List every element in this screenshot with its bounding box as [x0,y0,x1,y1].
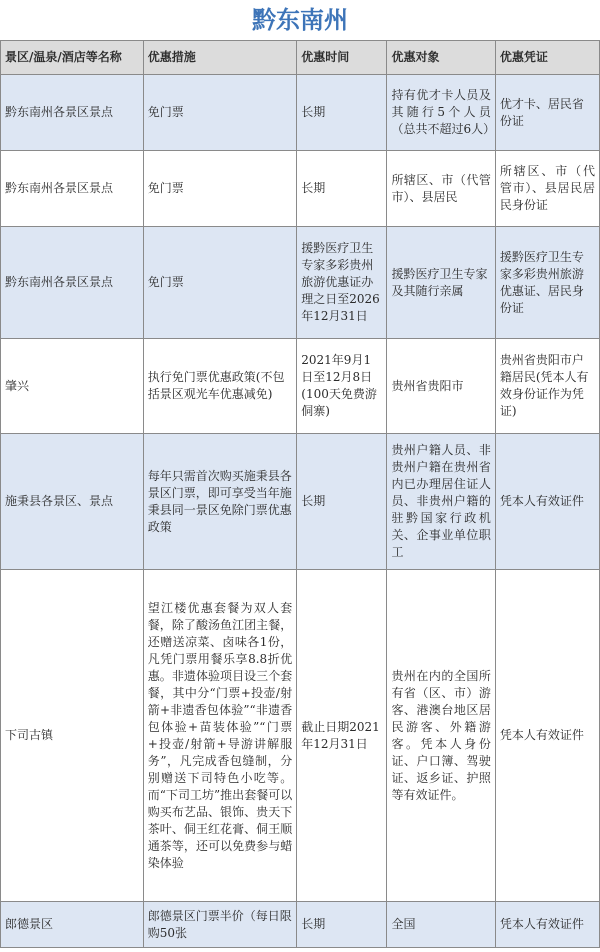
cell-proof: 贵州省贵阳市户籍居民(凭本人有效身份证作为凭证) [495,339,599,434]
cell-time: 截止日期2021年12月31日 [297,570,387,902]
cell-target: 贵州在内的全国所有省（区、市）游客、港澳台地区居民游客、外籍游客。凭本人身份证、户口簿、驾驶证、返乡证、护照等有效证件。 [387,570,495,902]
cell-name: 郎德景区 [1,902,144,948]
cell-target: 所辖区、市（代管市）、县居民 [387,151,495,227]
cell-target: 贵州户籍人员、非贵州户籍在贵州省内已办理居住证人员、非贵州户籍的驻黔国家行政机关、企事业单位职工 [387,434,495,570]
cell-time: 2021年9月1日至12月8日(100天免费游侗寨) [297,339,387,434]
table-row [1,227,600,339]
cell-proof: 所辖区、市（代管市）、县居民居民身份证 [495,151,599,227]
cell-measure: 免门票 [143,151,297,227]
cell-name: 肇兴 [1,339,144,434]
header-time: 优惠时间 [297,41,387,75]
cell-proof: 优才卡、居民省份证 [495,75,599,151]
cell-time: 长期 [297,75,387,151]
table-row [1,339,600,434]
cell-time: 长期 [297,151,387,227]
table-header-row [1,41,600,75]
table-row [1,902,600,948]
cell-proof: 凭本人有效证件 [495,902,599,948]
page-title: 黔东南州 [252,5,348,34]
cell-proof: 援黔医疗卫生专家多彩贵州旅游优惠证、居民身份证 [495,227,599,339]
cell-measure: 执行免门票优惠政策(不包括景区观光车优惠减免) [143,339,297,434]
cell-measure: 每年只需首次购买施秉县各景区门票，即可享受当年施秉县同一景区免除门票优惠政策 [143,434,297,570]
header-proof: 优惠凭证 [495,41,599,75]
cell-target: 援黔医疗卫生专家及其随行亲属 [387,227,495,339]
cell-name: 黔东南州各景区景点 [1,151,144,227]
cell-measure: 免门票 [143,227,297,339]
cell-measure: 郎德景区门票半价（每日限购50张 [143,902,297,948]
cell-proof: 凭本人有效证件 [495,570,599,902]
cell-name: 下司古镇 [1,570,144,902]
table-row [1,434,600,570]
cell-name: 施秉县各景区、景点 [1,434,144,570]
header-name: 景区/温泉/酒店等名称 [1,41,144,75]
cell-time: 援黔医疗卫生专家多彩贵州旅游优惠证办理之日至2026年12月31日 [297,227,387,339]
cell-name: 黔东南州各景区景点 [1,75,144,151]
cell-target: 贵州省贵阳市 [387,339,495,434]
cell-proof: 凭本人有效证件 [495,434,599,570]
cell-target: 全国 [387,902,495,948]
cell-time: 长期 [297,902,387,948]
cell-measure: 免门票 [143,75,297,151]
cell-target: 持有优才卡人员及其随行5个人员（总共不超过6人） [387,75,495,151]
header-measure: 优惠措施 [143,41,297,75]
table-row [1,151,600,227]
cell-measure: 望江楼优惠套餐为双人套餐，除了酸汤鱼江团主餐，还赠送凉菜、卤味各1份，凡凭门票用餐乐享8.8折优惠。非遗体验项目设三个套餐，其中分“门票+投壶/射箭+非遗香包体验”“非遗香包体验+苗装体验”“门票+投壶/射箭+导游讲解服务”，凡完成香包缝制，分别赠送下司特色小吃等。而“下司工坊”推出套餐可以购买布艺品、银饰、贵天下茶叶、侗王红花膏、侗王顺通茶等，还可以免费参与蜡染体验 [143,570,297,902]
cell-name: 黔东南州各景区景点 [1,227,144,339]
cell-time: 长期 [297,434,387,570]
table-row [1,570,600,902]
header-target: 优惠对象 [387,41,495,75]
discount-table [0,40,600,948]
table-row [1,75,600,151]
